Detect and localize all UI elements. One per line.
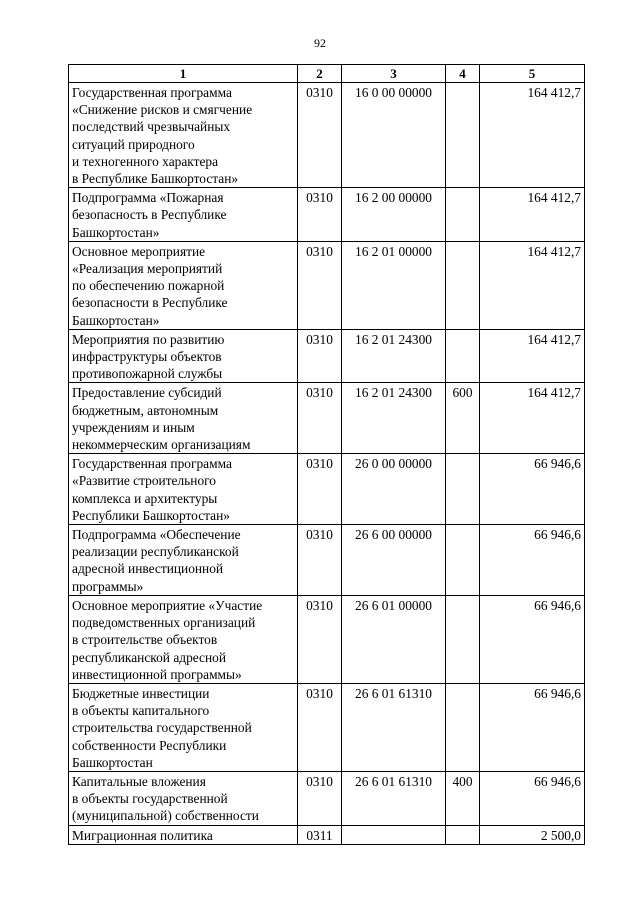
cell-name-line: Государственная программа (72, 456, 232, 472)
cell-name-line: безопасности в Республике (72, 295, 228, 311)
cell-name-line: безопасность в Республике (72, 207, 227, 223)
cell-section: 0310 (298, 83, 342, 188)
cell-name-line: Башкортостан» (72, 312, 160, 328)
cell-amount: 164 412,7 (480, 83, 585, 188)
cell-name-line: «Развитие строительного (72, 473, 216, 489)
cell-target (342, 825, 446, 844)
cell-name-line: по обеспечению пожарной (72, 278, 225, 294)
cell-target: 26 6 01 61310 (342, 771, 446, 825)
cell-section: 0310 (298, 683, 342, 771)
cell-amount: 164 412,7 (480, 329, 585, 383)
cell-name (69, 241, 298, 329)
table-row (69, 383, 585, 454)
cell-name-line: ситуаций природного (72, 136, 195, 152)
cell-target: 16 0 00 00000 (342, 83, 446, 188)
table-row (69, 241, 585, 329)
cell-name-line: в объекты государственной (72, 791, 228, 807)
cell-section: 0310 (298, 771, 342, 825)
cell-name (69, 771, 298, 825)
cell-target: 16 2 01 00000 (342, 241, 446, 329)
cell-name-line: Предоставление субсидий (72, 385, 222, 401)
cell-name-line: некоммерческим организациям (72, 437, 251, 453)
cell-name-line: подведомственных организаций (72, 615, 256, 631)
cell-type (446, 683, 480, 771)
cell-name-line: бюджетным, автономным (72, 402, 219, 418)
cell-name-line: противопожарной службы (72, 366, 223, 382)
cell-name-line: инвестиционной программы» (72, 666, 242, 682)
cell-type (446, 525, 480, 596)
cell-target: 26 6 01 61310 (342, 683, 446, 771)
cell-type (446, 825, 480, 844)
cell-name (69, 383, 298, 454)
cell-name-line: Мероприятия по развитию (72, 331, 225, 347)
cell-name-line: в строительстве объектов (72, 632, 218, 648)
cell-target: 16 2 00 00000 (342, 188, 446, 242)
cell-type (446, 241, 480, 329)
cell-section: 0310 (298, 329, 342, 383)
cell-name (69, 329, 298, 383)
cell-name-line: адресной инвестиционной (72, 561, 224, 577)
cell-name (69, 83, 298, 188)
cell-name-line: учреждениям и иным (72, 419, 195, 435)
cell-name-line: Подпрограмма «Пожарная (72, 190, 224, 206)
cell-amount: 164 412,7 (480, 241, 585, 329)
cell-target: 16 2 01 24300 (342, 383, 446, 454)
cell-name-line: «Снижение рисков и смягчение (72, 102, 253, 118)
cell-type (446, 329, 480, 383)
table-row (69, 825, 585, 844)
cell-name-line: Башкортостан» (72, 224, 160, 240)
table-row (69, 83, 585, 188)
table-body (69, 83, 585, 845)
table-row (69, 595, 585, 683)
cell-name-line: Бюджетные инвестиции (72, 685, 210, 701)
cell-name (69, 683, 298, 771)
cell-name-line: комплекса и архитектуры (72, 490, 218, 506)
header-type: 4 (446, 65, 480, 83)
cell-name (69, 525, 298, 596)
table-row (69, 525, 585, 596)
cell-name-line: Подпрограмма «Обеспечение (72, 527, 241, 543)
cell-name-line: Основное мероприятие «Участие (72, 597, 263, 613)
cell-name-line: Основное мероприятие (72, 243, 206, 259)
cell-target: 16 2 01 24300 (342, 329, 446, 383)
cell-name-line: собственности Республики (72, 737, 227, 753)
cell-type (446, 595, 480, 683)
cell-section: 0310 (298, 188, 342, 242)
budget-table (68, 64, 585, 845)
table-row (69, 683, 585, 771)
cell-amount: 66 946,6 (480, 454, 585, 525)
table-row (69, 771, 585, 825)
cell-name-line: в Республике Башкортостан» (72, 171, 239, 187)
cell-name-line: последствий чрезвычайных (72, 119, 231, 135)
cell-name-line: инфраструктуры объектов (72, 349, 222, 365)
page-number: 92 (314, 36, 326, 50)
cell-section: 0310 (298, 454, 342, 525)
cell-name-line: Республики Башкортостан» (72, 507, 230, 523)
cell-amount: 66 946,6 (480, 683, 585, 771)
header-amount: 5 (480, 65, 585, 83)
cell-name-line: Государственная программа (72, 85, 232, 100)
header-name: 1 (69, 65, 298, 83)
header-target: 3 (342, 65, 446, 83)
cell-section: 0310 (298, 525, 342, 596)
cell-amount: 66 946,6 (480, 525, 585, 596)
cell-amount: 164 412,7 (480, 188, 585, 242)
cell-name-line: республиканской адресной (72, 649, 227, 665)
cell-name (69, 188, 298, 242)
cell-section: 0310 (298, 241, 342, 329)
cell-target: 26 6 01 00000 (342, 595, 446, 683)
cell-name-line: Миграционная политика (72, 827, 213, 843)
cell-amount: 66 946,6 (480, 595, 585, 683)
cell-name (69, 825, 298, 844)
cell-name-line: Капитальные вложения (72, 773, 206, 789)
cell-target: 26 0 00 00000 (342, 454, 446, 525)
cell-type: 600 (446, 383, 480, 454)
cell-name-line: и техногенного характера (72, 153, 219, 169)
cell-name-line: Башкортостан (72, 754, 153, 770)
header-row (69, 65, 585, 83)
cell-amount: 2 500,0 (480, 825, 585, 844)
cell-name-line: «Реализация мероприятий (72, 261, 223, 277)
cell-name-line: строительства государственной (72, 720, 252, 736)
table-row (69, 188, 585, 242)
cell-name (69, 454, 298, 525)
cell-type (446, 83, 480, 188)
header-section: 2 (298, 65, 342, 83)
cell-target: 26 6 00 00000 (342, 525, 446, 596)
cell-type: 400 (446, 771, 480, 825)
cell-section: 0310 (298, 595, 342, 683)
cell-amount: 66 946,6 (480, 771, 585, 825)
cell-name (69, 595, 298, 683)
cell-type (446, 188, 480, 242)
cell-section: 0311 (298, 825, 342, 844)
cell-name-line: (муниципальной) собственности (72, 808, 259, 824)
table-row (69, 454, 585, 525)
cell-type (446, 454, 480, 525)
cell-amount: 164 412,7 (480, 383, 585, 454)
cell-name-line: реализации республиканской (72, 544, 239, 560)
cell-section: 0310 (298, 383, 342, 454)
cell-name-line: программы» (72, 578, 144, 594)
table-header (69, 65, 585, 83)
cell-name-line: в объекты капитального (72, 703, 210, 719)
table-row (69, 329, 585, 383)
